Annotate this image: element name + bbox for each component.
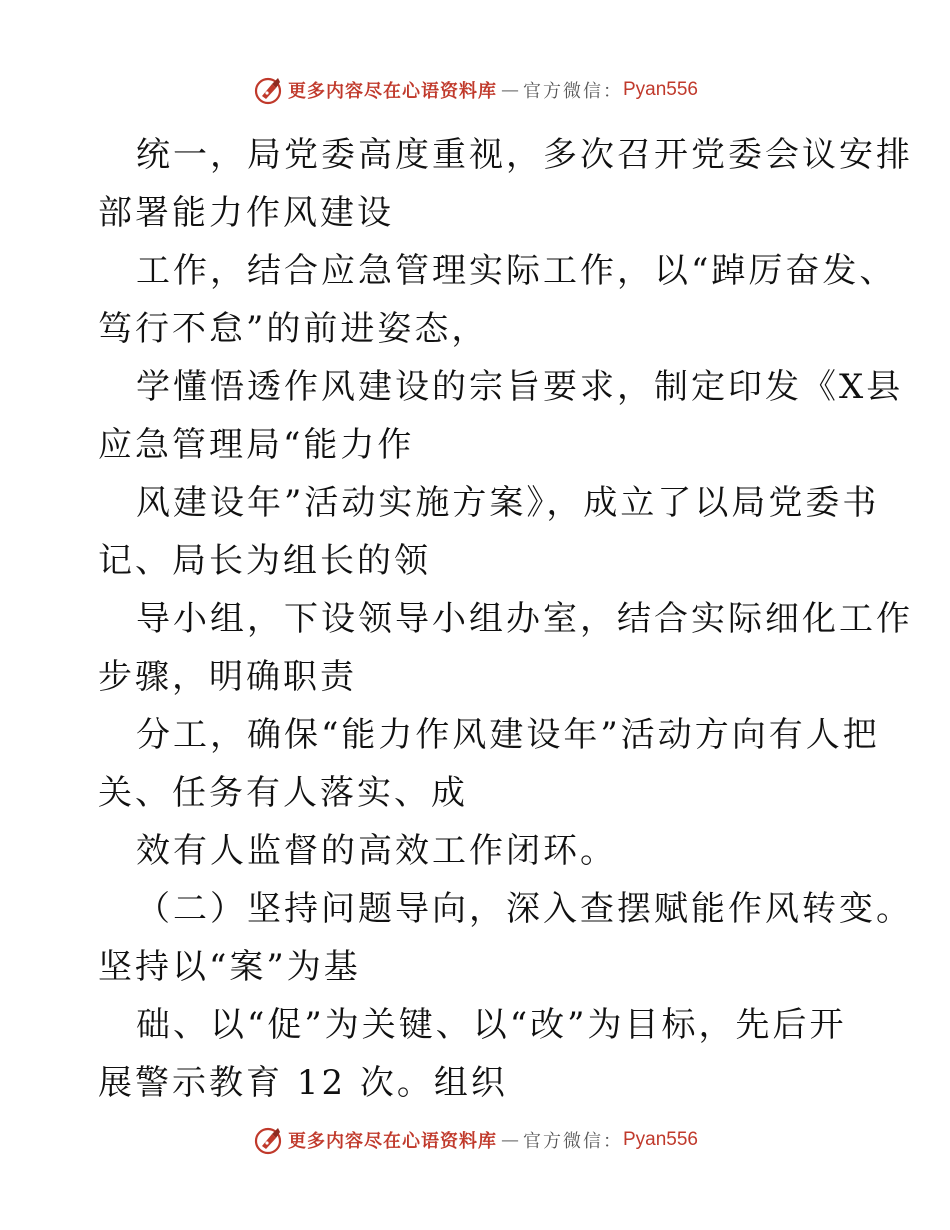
watermark-wechat-label: 官方微信： — [522, 81, 623, 102]
text-line: 步骤，明确职责 — [98, 657, 357, 697]
watermark-wechat-label: 官方微信： — [522, 1131, 623, 1152]
text-line: 统一，局党委高度重视，多次召开党委会议安排 — [136, 135, 913, 175]
watermark-separator: — — [500, 79, 519, 101]
text-line: 分工，确保“能力作风建设年”活动方向有人把 — [136, 715, 880, 755]
watermark-separator: — — [500, 1129, 519, 1151]
text-line: 部署能力作风建设 — [98, 193, 394, 233]
text-line: 应急管理局“能力作 — [98, 425, 415, 465]
text-line: 关、任务有人落实、成 — [98, 773, 468, 813]
watermark-banner-bottom — [0, 1122, 950, 1158]
text-line: 笃行不怠”的前进姿态， — [98, 309, 489, 349]
text-line: 坚持以“案”为基 — [98, 947, 361, 987]
pen-nib-logo-icon — [252, 1124, 284, 1156]
text-line: 记、局长为组长的领 — [98, 541, 431, 581]
text-line: 础、以“促”为关键、以“改”为目标，先后开 — [136, 1005, 847, 1045]
watermark-site-text: 更多内容尽在心语资料库 — [287, 1131, 497, 1152]
text-line: 效有人监督的高效工作闭环。 — [136, 831, 617, 871]
document-body — [98, 126, 913, 1112]
text-line: 风建设年”活动实施方案》，成立了以局党委书 — [136, 483, 880, 523]
text-line: 导小组，下设领导小组办室，结合实际细化工作 — [136, 599, 913, 639]
section-heading-line: （二）坚持问题导向，深入查摆赋能作风转变。 — [136, 889, 913, 929]
watermark-wechat-handle: Pyan556 — [622, 79, 698, 100]
watermark-banner-top — [0, 72, 950, 108]
watermark-site-text: 更多内容尽在心语资料库 — [287, 81, 497, 102]
text-line: 学懂悟透作风建设的宗旨要求，制定印发《X县 — [136, 367, 904, 407]
watermark-wechat-handle: Pyan556 — [622, 1129, 698, 1150]
text-line: 展警示教育 12 次。组织 — [98, 1063, 508, 1103]
pen-nib-logo-icon — [252, 74, 284, 106]
text-line: 工作，结合应急管理实际工作，以“踔厉奋发、 — [136, 251, 897, 291]
